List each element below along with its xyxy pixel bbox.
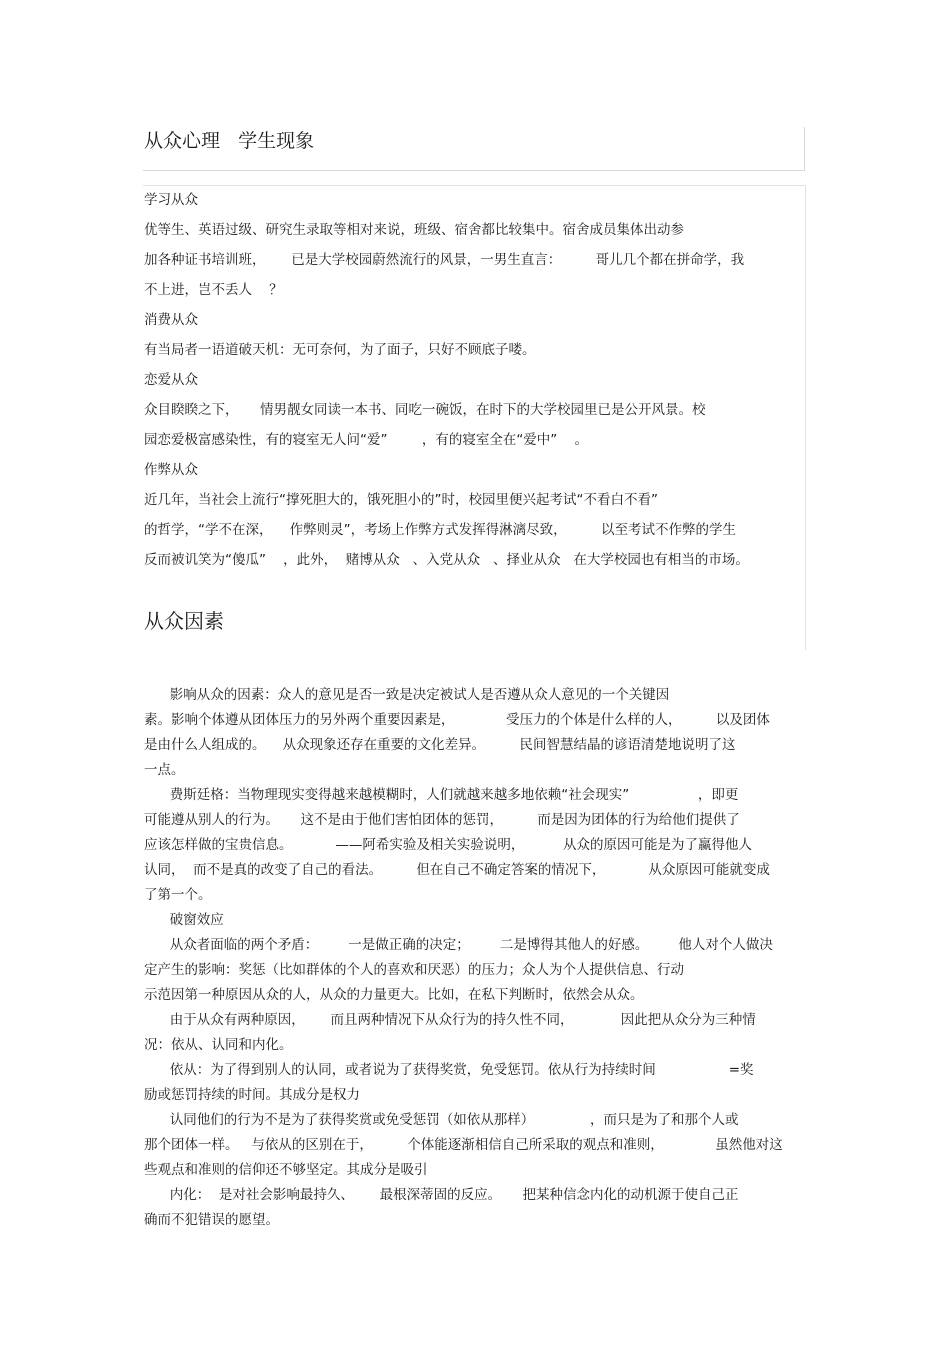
text-line: 况：依从、认同和内化。 xyxy=(144,1037,293,1053)
text-line: 了第一个。 xyxy=(144,887,212,903)
page-title: 从众心理 学生现象 xyxy=(144,130,315,152)
text-line: 那个团体一样。 与依从的区别在于， 个体能逐渐相信自己所采取的观点和准则， 虽然他对这 xyxy=(144,1137,783,1153)
text-line: 有当局者一语道破天机：无可奈何，为了面子，只好不顾底子喽。 xyxy=(144,342,536,358)
text-line: 园恋爱极富感染性，有的寝室无人问“爱” ，有的寝室全在“爱中” 。 xyxy=(144,432,588,448)
section-heading: 从众因素 xyxy=(144,609,224,633)
text-line: 影响从众的因素：众人的意见是否一致是决定被试人是否遵从众人意见的一个关键因 xyxy=(144,687,670,703)
text-line: 些观点和准则的信仰还不够坚定。其成分是吸引 xyxy=(144,1162,428,1178)
text-line: 众目睽睽之下， 情男靓女同读一本书、同吃一碗饭，在时下的大学校园里已是公开风景。校 xyxy=(144,402,706,418)
text-line: 优等生、英语过级、研究生录取等相对来说，班级、宿舍都比较集中。宿舍成员集体出动参 xyxy=(144,222,684,238)
text-line: 定产生的影响：奖惩（比如群体的个人的喜欢和厌恶）的压力；众人为个人提供信息、行动 xyxy=(144,962,684,978)
student-phenomena-section xyxy=(144,185,804,575)
text-line: 励或惩罚持续的时间。其成分是权力 xyxy=(144,1087,360,1103)
text-line: 消费从众 xyxy=(144,312,198,328)
text-line: 内化： 是对社会影响最持久、 最根深蒂固的反应。 把某种信念内化的动机源于使自己正 xyxy=(144,1187,739,1203)
text-line: 不上进，岂不丢人 ？ xyxy=(144,282,283,298)
conformity-factors-section xyxy=(144,683,808,1233)
text-line: 破窗效应 xyxy=(144,912,224,928)
text-line: 依从：为了得到别人的认同，或者说为了获得奖赏，免受惩罚。依从行为持续时间 =奖 xyxy=(144,1062,754,1078)
text-line: 加各种证书培训班， 已是大学校园蔚然流行的风景，一男生直言： 哥儿几个都在拼命学，我 xyxy=(144,252,745,268)
text-line: 学习从众 xyxy=(144,192,198,208)
text-line: 由于从众有两种原因， 而且两种情况下从众行为的持久性不同， 因此把从众分为三种情 xyxy=(144,1012,756,1028)
text-line: 可能遵从别人的行为。 这不是由于他们害怕团体的惩罚， 而是因为团体的行为给他们提供了 xyxy=(144,812,740,828)
text-line: 从众者面临的两个矛盾： 一是做正确的决定； 二是博得其他人的好感。 他人对个人做决 xyxy=(144,937,773,953)
text-line: 恋爱从众 xyxy=(144,372,198,388)
text-line: 作弊从众 xyxy=(144,462,198,478)
text-line: 认同他们的行为不是为了获得奖赏或免受惩罚（如依从那样） ，而只是为了和那个人或 xyxy=(144,1112,739,1128)
text-line: 素。影响个体遵从团体压力的另外两个重要因素是， 受压力的个体是什么样的人， 以及团体 xyxy=(144,712,770,728)
text-line: 确而不犯错误的愿望。 xyxy=(144,1212,279,1228)
text-line: 应该怎样做的宝贵信息。 ——阿希实验及相关实验说明， 从众的原因可能是为了赢得他人 xyxy=(144,837,753,853)
text-line: 认同， 而不是真的改变了自己的看法。 但在自己不确定答案的情况下， 从众原因可能就变成 xyxy=(144,862,770,878)
text-line: 的哲学，“学不在深， 作弊则灵”，考场上作弊方式发挥得淋漓尽致， 以至考试不作弊的学生 xyxy=(144,522,736,538)
text-line: 反而被讥笑为“傻瓜” ，此外， 赌博从众 、入党从众 、择业从众 在大学校园也有相当的市场。 xyxy=(144,552,749,568)
text-line: 近几年，当社会上流行“撑死胆大的，饿死胆小的”时，校园里便兴起考试“不看白不看” xyxy=(144,492,658,508)
text-line: 示范因第一种原因从众的人，从众的力量更大。比如，在私下判断时，依然会从众。 xyxy=(144,987,644,1003)
text-line: 一点。 xyxy=(144,762,185,778)
text-line: 费斯廷格：当物理现实变得越来越模糊时，人们就越来越多地依赖“社会现实” ，即更 xyxy=(144,787,739,803)
text-line: 是由什么人组成的。 从众现象还存在重要的文化差异。 民间智慧结晶的谚语清楚地说明了这 xyxy=(144,737,736,753)
